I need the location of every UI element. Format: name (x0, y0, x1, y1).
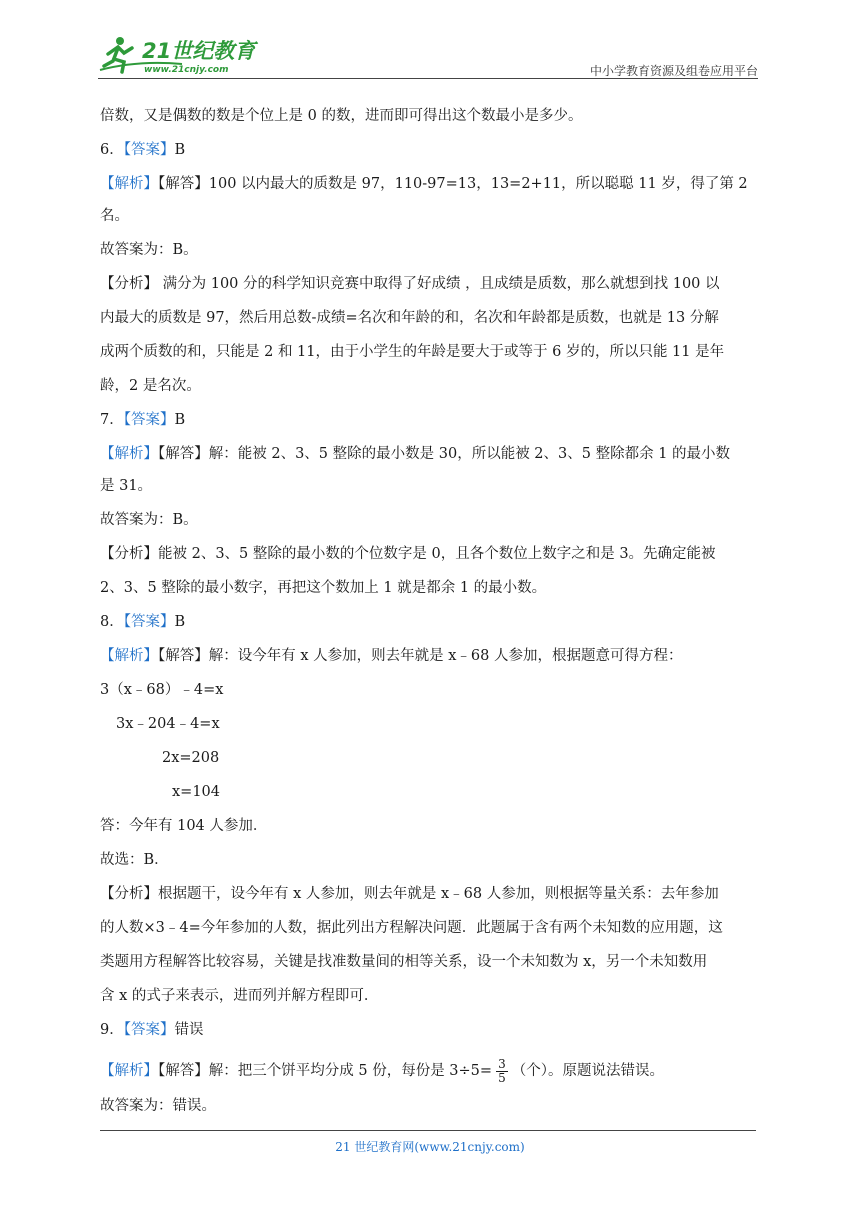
platform-name: 中小学教育资源及组卷应用平台 (589, 64, 758, 78)
q6-number: 6． (100, 142, 124, 158)
text-line: 成两个质数的和，只能是 2 和 11，由于小学生的年龄是要大于或等于 6 岁的，所以只能 11 是年 (100, 344, 725, 360)
page-header (98, 34, 758, 80)
page-footer[interactable]: 21 世纪教育网(www.21cnjy.com) (335, 1140, 525, 1154)
text-line: 故答案为：B。 (100, 242, 198, 258)
runner-logo-icon (98, 34, 273, 78)
q7-number: 7． (100, 412, 124, 428)
answer-tag: 【答案】 (123, 142, 175, 158)
fraction-denominator: 5 (498, 1070, 506, 1085)
q8-number: 8． (100, 614, 124, 630)
text-line: 含 x 的式子来表示，进而列并解方程即可． (100, 988, 379, 1004)
fraction (496, 1058, 508, 1085)
text-line: 2、3、5 整除的最小数字，再把这个数加上 1 就是都余 1 的最小数。 (100, 580, 547, 596)
q9-explanation (100, 1056, 664, 1086)
text-line: 龄，2 是名次。 (100, 378, 201, 394)
q8-explanation (100, 644, 683, 668)
q9-explanation-text-end: （个）。原题说法错误。 (511, 1063, 664, 1079)
q9-answer-line (100, 1018, 203, 1042)
text-line: 【分析】能被 2、3、5 整除的最小数的个位数字是 0，且各个数位上数字之和是 3。先确定能被 (100, 546, 716, 562)
text-line: 故答案为：错误。 (100, 1098, 216, 1114)
q7-answer: B (174, 412, 186, 428)
analysis-tag: 【解析】 (100, 446, 158, 462)
text-line: 倍数，又是偶数的数是个位上是 0 的数，进而即可得出这个数最小是多少。 (100, 108, 583, 124)
text-line: 名。 (100, 208, 129, 224)
q8-answer: B (174, 614, 186, 630)
q9-answer: 错误 (174, 1022, 204, 1038)
answer-tag: 【答案】 (123, 412, 175, 428)
text-line: 内最大的质数是 97，然后用总数-成绩=名次和年龄的和，名次和年龄都是质数，也就是 13 分解 (100, 310, 719, 326)
q6-explanation-text: 【解答】100 以内最大的质数是 97，110-97=13，13=2+11，所以聪聪 11 岁，得了第 2 (158, 176, 748, 192)
answer-tag: 【答案】 (123, 614, 175, 630)
analysis-tag: 【解析】 (100, 648, 158, 664)
text-line: 答：今年有 104 人参加． (100, 818, 268, 834)
q7-explanation-text: 【解答】解：能被 2、3、5 整除的最小数是 30，所以能被 2、3、5 整除都余 1 的最小数 (158, 446, 731, 462)
q7-answer-line (100, 408, 185, 432)
text-line: 是 31。 (100, 478, 153, 494)
q7-explanation (100, 442, 730, 466)
text-line: 的人数×3﹣4=今年参加的人数，据此列出方程解决问题．此题属于含有两个未知数的应用题，这 (100, 920, 723, 936)
site-logo[interactable] (98, 34, 273, 78)
footer-divider (100, 1130, 756, 1131)
text-line: 【分析】 满分为 100 分的科学知识竞赛中取得了好成绩 ，且成绩是质数，那么就想到找 100 以 (100, 276, 720, 292)
svg-text:www.21cnjy.com: www.21cnjy.com (144, 65, 229, 75)
analysis-tag: 【解析】 (100, 176, 158, 192)
q6-answer-line (100, 138, 185, 162)
text-line: 故答案为：B。 (100, 512, 198, 528)
equation-step: 3x﹣204﹣4=x (116, 716, 220, 732)
equation-step: 3（x﹣68）﹣4=x (100, 682, 224, 698)
text-line: 类题用方程解答比较容易，关键是找准数量间的相等关系，设一个未知数为 x，另一个未知数用 (100, 954, 708, 970)
text-line: 故选：B． (100, 852, 169, 868)
svg-text:21世纪教育: 21世纪教育 (142, 39, 256, 63)
q9-number: 9． (100, 1022, 124, 1038)
q6-answer: B (174, 142, 186, 158)
header-divider (98, 78, 758, 79)
fraction-numerator: 3 (498, 1056, 506, 1071)
q8-answer-line (100, 610, 185, 634)
text-line: 【分析】根据题干，设今年有 x 人参加，则去年就是 x﹣68 人参加，则根据等量关系：去年参加 (100, 886, 719, 902)
answer-tag: 【答案】 (123, 1022, 175, 1038)
analysis-tag: 【解析】 (100, 1063, 158, 1079)
q9-explanation-text: 【解答】解：把三个饼平均分成 5 份，每份是 3÷5= (158, 1063, 493, 1079)
q8-explanation-text: 【解答】解：设今年有 x 人参加，则去年就是 x﹣68 人参加，根据题意可得方程： (158, 648, 683, 664)
q6-explanation (100, 172, 748, 196)
equation-step: 2x=208 (162, 750, 220, 766)
equation-step: x=104 (172, 784, 221, 800)
